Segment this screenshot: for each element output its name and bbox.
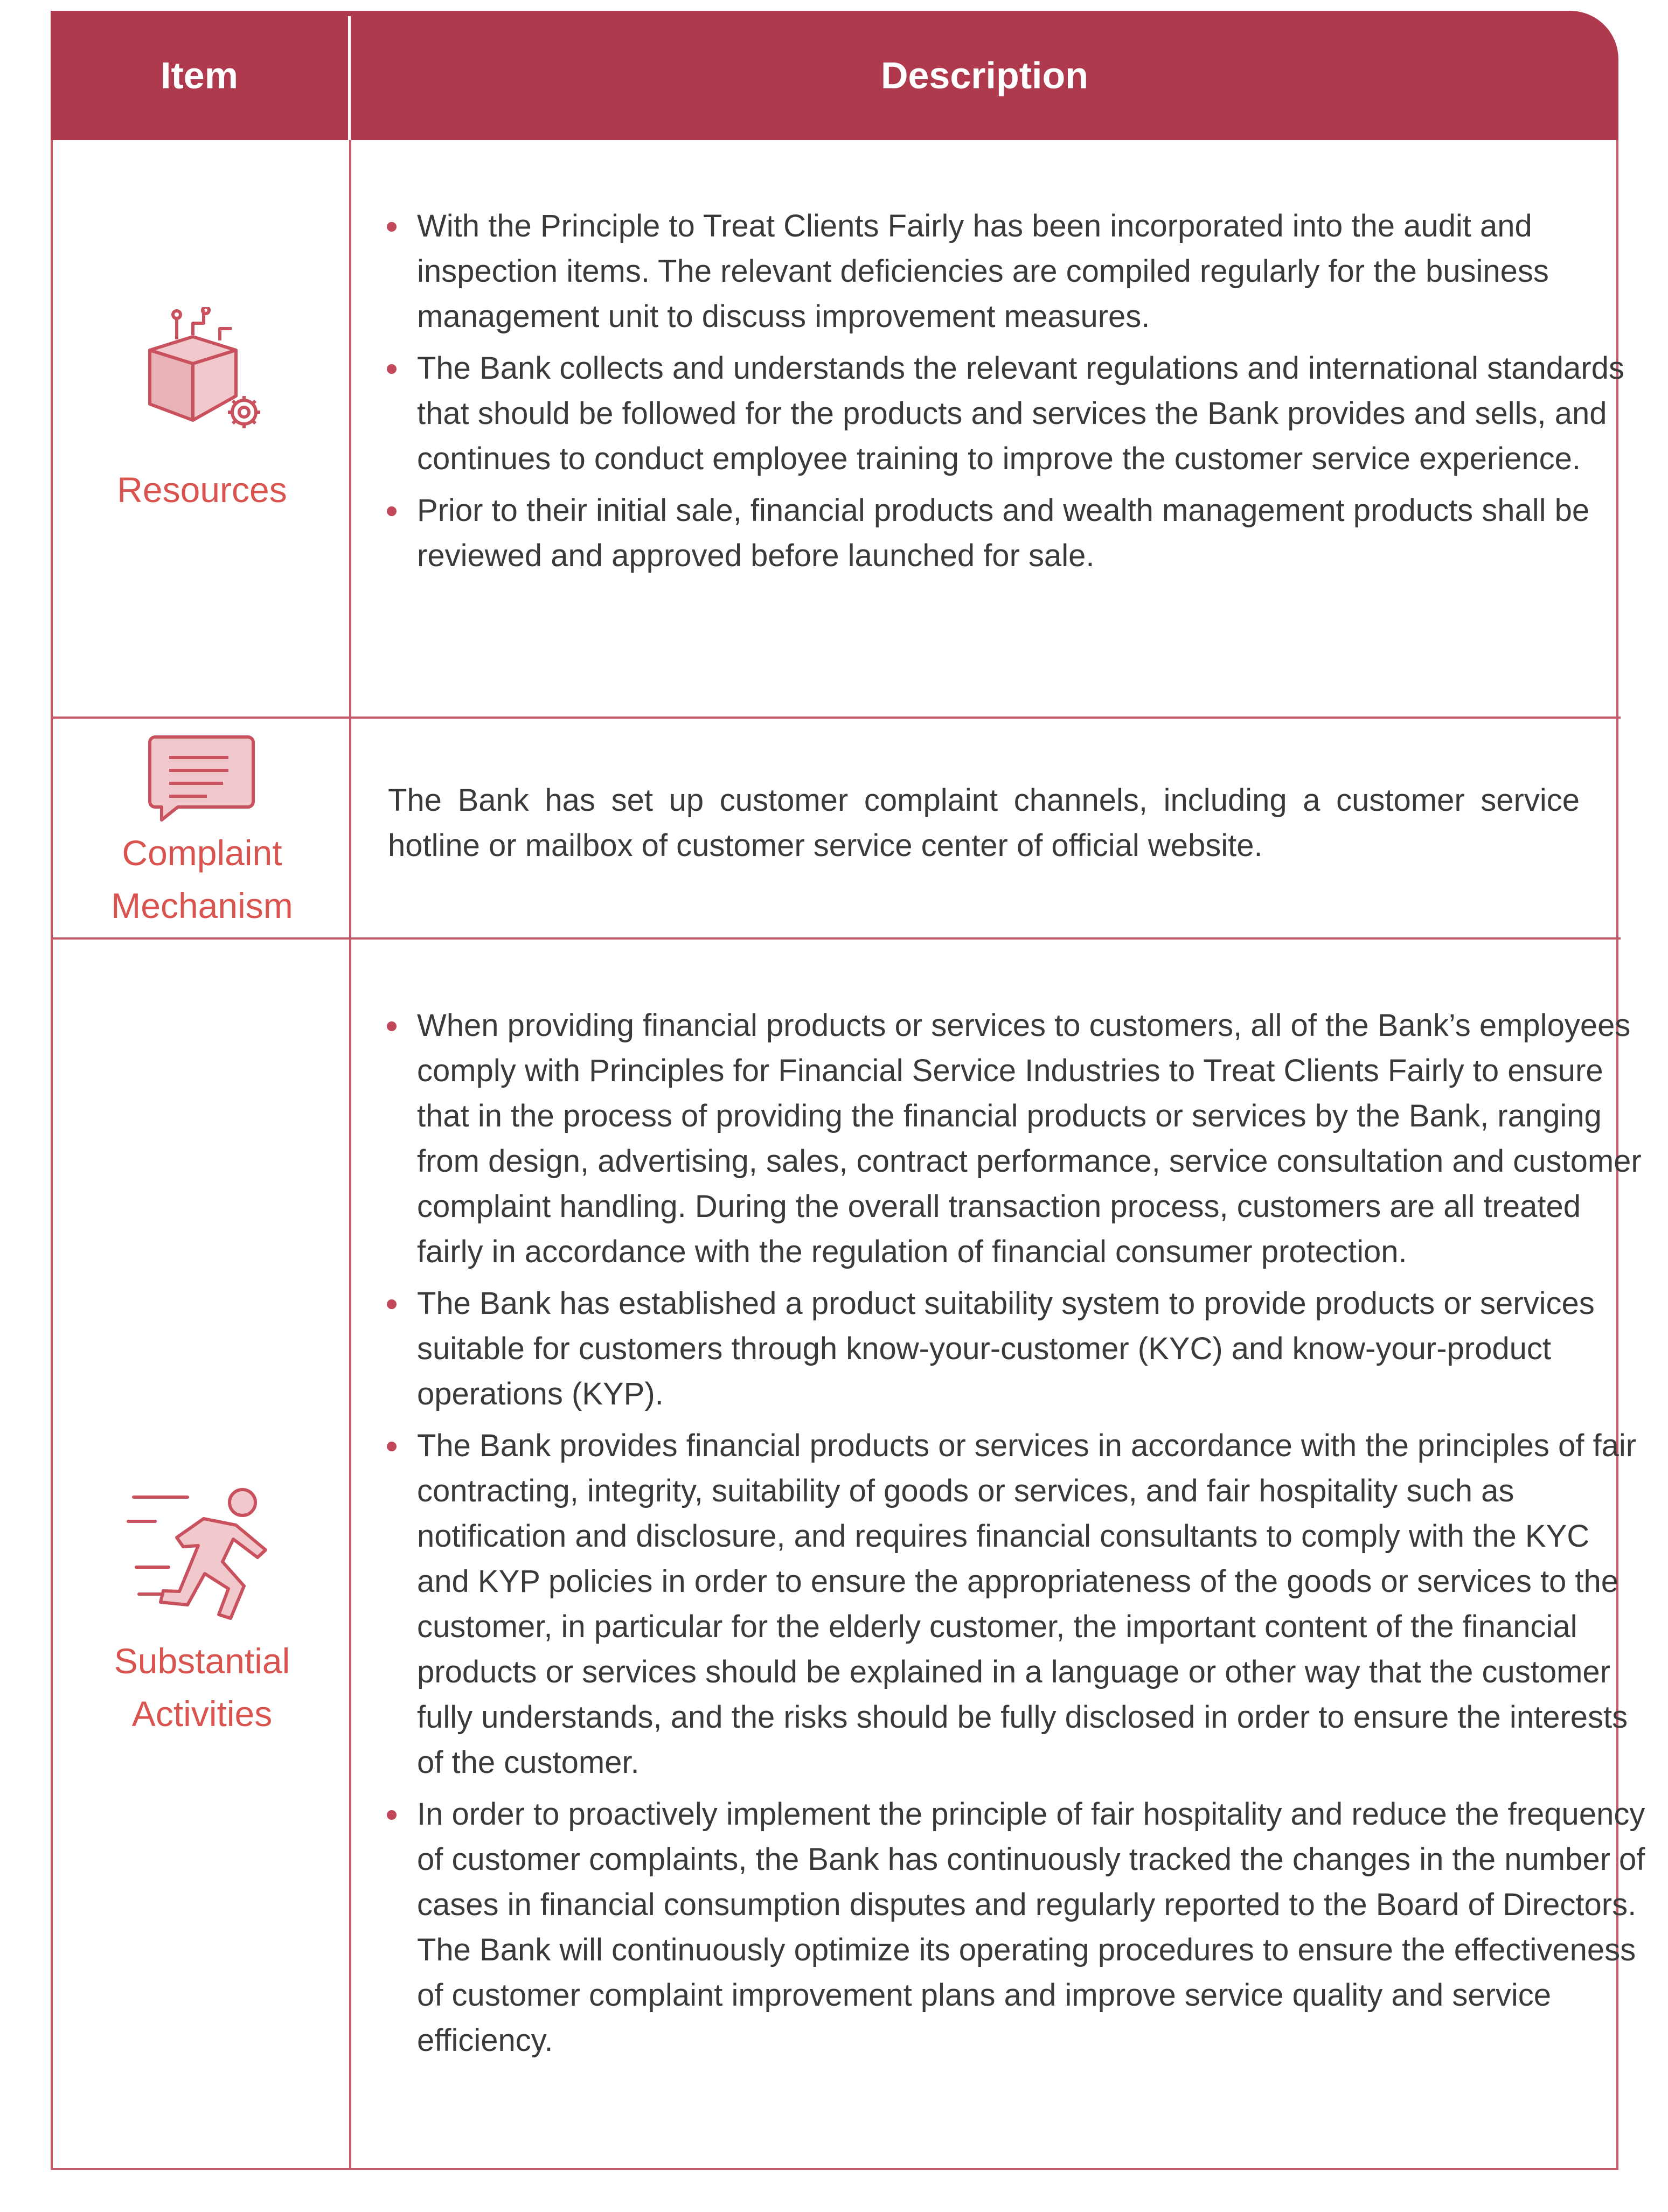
description-resources	[387, 204, 1648, 585]
description-complaint-mechanism: The Bank has set up customer complaint channels, including a customer service hotline or mailbox of customer service center of official website.	[388, 783, 1580, 863]
list-item	[387, 1792, 1648, 2063]
table-row-complaint-mechanism	[53, 717, 1621, 937]
header-description: Description	[880, 54, 1089, 96]
bullet-text: When providing financial products or services to customers, all of the Bank’s employees comply with Principles for Financial Service Industries to Treat Clients Fairly to ensure that in the process of providing the financial products or services by the Bank, ranging from design, advertising, sales, contract performance, service consultation and customer complaint handling. During the overall transaction process, customers are all treated fairly in accordance with the regulation of financial consumer protection.	[417, 1008, 1642, 1269]
bullet-text: With the Principle to Treat Clients Fairly has been incorporated into the audit and inspection items. The relevant deficiencies are compiled regularly for the business management unit to discuss improvement measures.	[417, 208, 1549, 334]
bullet-dot	[387, 222, 397, 232]
list-item	[387, 204, 1648, 339]
bullet-text: Prior to their initial sale, financial products and wealth management products shall be reviewed and approved before launched for sale.	[417, 493, 1590, 573]
bullet-dot	[387, 506, 397, 516]
bullet-list	[387, 204, 1648, 579]
item-cell-resources	[53, 140, 351, 717]
table-row-substantial-activities	[53, 937, 1645, 2168]
item-label-substantial: Substantial	[114, 1641, 290, 1681]
bullet-text: In order to proactively implement the principle of fair hospitality and reduce the frequency of customer complaints, the Bank has continuously tracked the changes in the number of cases in financial consumption disputes and regularly reported to the Board of Directors. The Bank will continuously optimize its operating procedures to ensure the effectiveness of customer complaint improvement plans and improve service quality and service efficiency.	[417, 1797, 1645, 2058]
list-item	[387, 1423, 1648, 1785]
bullet-text: The Bank provides financial products or services in accordance with the principles of fair contracting, integrity, suitability of goods or services, and fair hospitality such as notification and disclosure, and requires financial consultants to comply with the KYC and KYP policies in order to ensure the appropriateness of the goods or services to the customer, in particular for the elderly customer, the important content of the financial products or services should be explained in a language or other way that the customer fully understands, and the risks should be fully disclosed in order to ensure the interests of the customer.	[417, 1428, 1637, 1780]
item-label-mechanism: Mechanism	[111, 886, 293, 926]
list-item	[387, 1281, 1648, 1417]
bullet-text: The Bank has established a product suitability system to provide products or services suitable for customers through know-your-customer (KYC) and know-your-product operations (KYP).	[417, 1286, 1595, 1411]
bullet-text: The Bank collects and understands the relevant regulations and international standards that should be followed for the products and services the Bank provides and sells, and continues to conduct employee training to improve the customer service experience.	[417, 351, 1624, 476]
list-item	[387, 488, 1648, 579]
cube-gear-icon	[139, 307, 268, 436]
bullet-dot	[387, 1810, 397, 1820]
table-row-resources	[53, 140, 1624, 717]
list-item	[387, 1003, 1648, 1275]
running-person-icon	[123, 1481, 279, 1626]
list-item	[387, 346, 1648, 482]
header-item: Item	[161, 54, 238, 96]
bullet-dot	[387, 1021, 397, 1031]
item-cell-substantial-activities	[53, 940, 351, 2168]
bullet-dot	[387, 364, 397, 374]
item-label-resources: Resources	[117, 470, 287, 510]
item-label-activities: Activities	[131, 1694, 273, 1734]
bullet-dot	[387, 1442, 397, 1451]
chat-bubble-icon	[148, 732, 255, 823]
table-header	[51, 11, 1618, 140]
description-substantial-activities	[387, 1003, 1648, 2070]
item-cell-complaint-mechanism	[53, 719, 351, 937]
table-body	[51, 140, 1645, 2170]
fair-treatment-table	[51, 11, 1645, 2170]
bullet-list	[387, 1003, 1648, 2063]
bullet-dot	[387, 1299, 397, 1309]
item-label-complaint: Complaint	[122, 833, 282, 873]
